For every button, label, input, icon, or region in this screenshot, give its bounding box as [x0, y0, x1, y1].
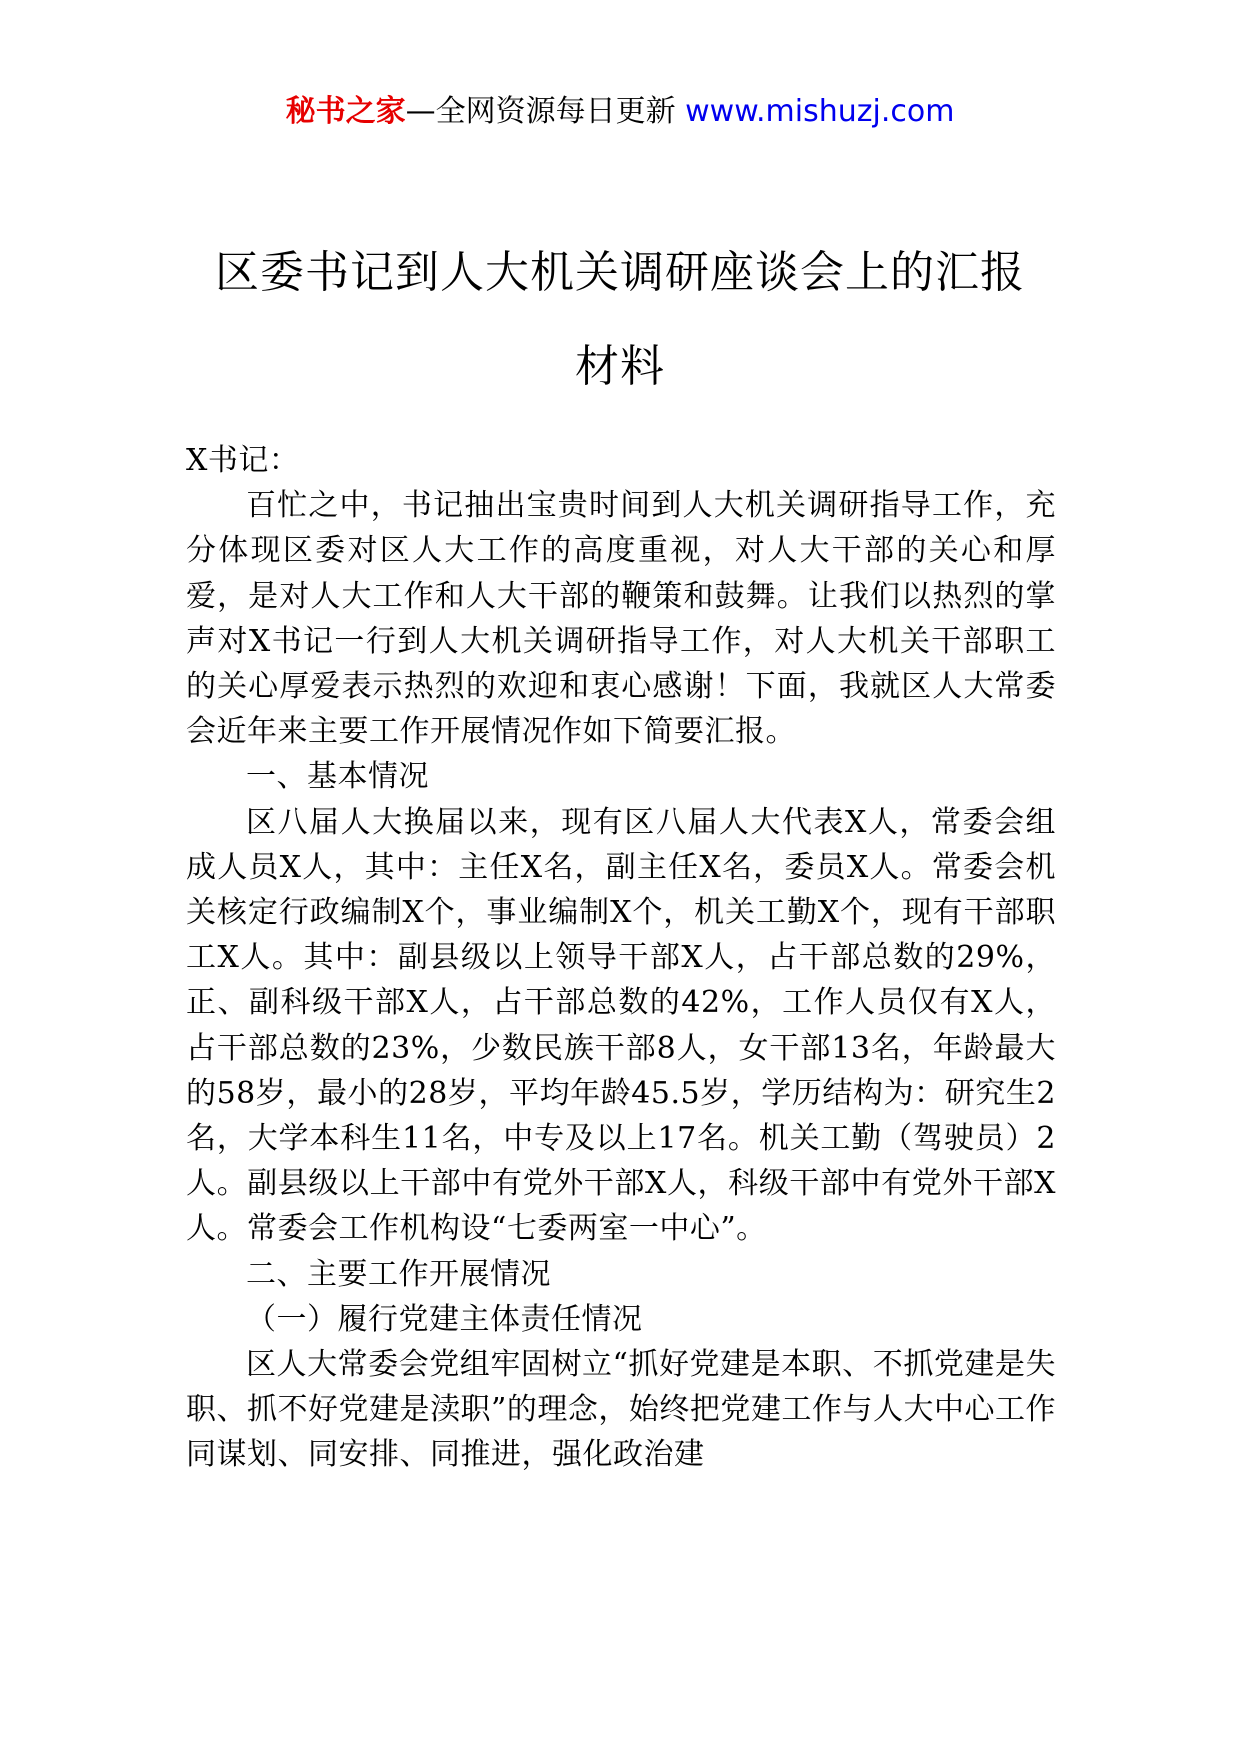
document-title-line-2: 材料: [575, 341, 665, 392]
paragraph-party-building: 区人大常委会党组牢固树立“抓好党建是本职、不抓党建是失职、抓不好党建是渎职”的理念，始终把党建工作与人大中心工作同谋划、同安排、同推进，强化政治建: [186, 1347, 1056, 1473]
site-header: [0, 92, 1240, 132]
document-title-line-1: 区委书记到人大机关调研座谈会上的汇报: [215, 247, 1025, 298]
section-heading-basic-situation: 一、基本情况: [246, 759, 429, 795]
site-slogan: —全网资源每日更新: [405, 94, 686, 129]
site-url-link[interactable]: www.mishuzj.com: [685, 94, 955, 129]
paragraph-basic-situation: 区八届人大换届以来，现有区八届人大代表X人，常委会组成人员X人，其中：主任X名，副主任X名，委员X人。常委会机关核定行政编制X个，事业编制X个，机关工勤X个，现有干部职工X人。其中：副县级以上领导干部X人，占干部总数的29%，正、副科级干部X人，占干部总数的42%，工作人员仅有X人，占干部总数的23%，少数民族干部8人，女干部13名，年龄最大的58岁，最小的28岁，平均年龄45.5岁，学历结构为：研究生2名，大学本科生11名，中专及以上17名。机关工勤（驾驶员）2人。副县级以上干部中有党外干部X人，科级干部中有党外干部X人。常委会工作机构设“七委两室一中心”。: [186, 804, 1056, 1247]
salutation: X书记：: [186, 443, 300, 478]
document-body: [186, 438, 1056, 1478]
brand-name: 秘书之家: [285, 94, 406, 129]
paragraph-intro: 百忙之中，书记抽出宝贵时间到人大机关调研指导工作，充分体现区委对区人大工作的高度重视，对人大干部的关心和厚爱，是对人大工作和人大干部的鞭策和鼓舞。让我们以热烈的掌声对X书记一行到人大机关调研指导工作，对人大机关干部职工的关心厚爱表示热烈的欢迎和衷心感谢！下面，我就区人大常委会近年来主要工作开展情况作如下简要汇报。: [186, 488, 1056, 750]
document-title: [120, 226, 1120, 414]
section-heading-main-work: 二、主要工作开展情况: [246, 1256, 551, 1292]
subsection-heading-party-building: （一）履行党建主体责任情况: [246, 1301, 643, 1337]
